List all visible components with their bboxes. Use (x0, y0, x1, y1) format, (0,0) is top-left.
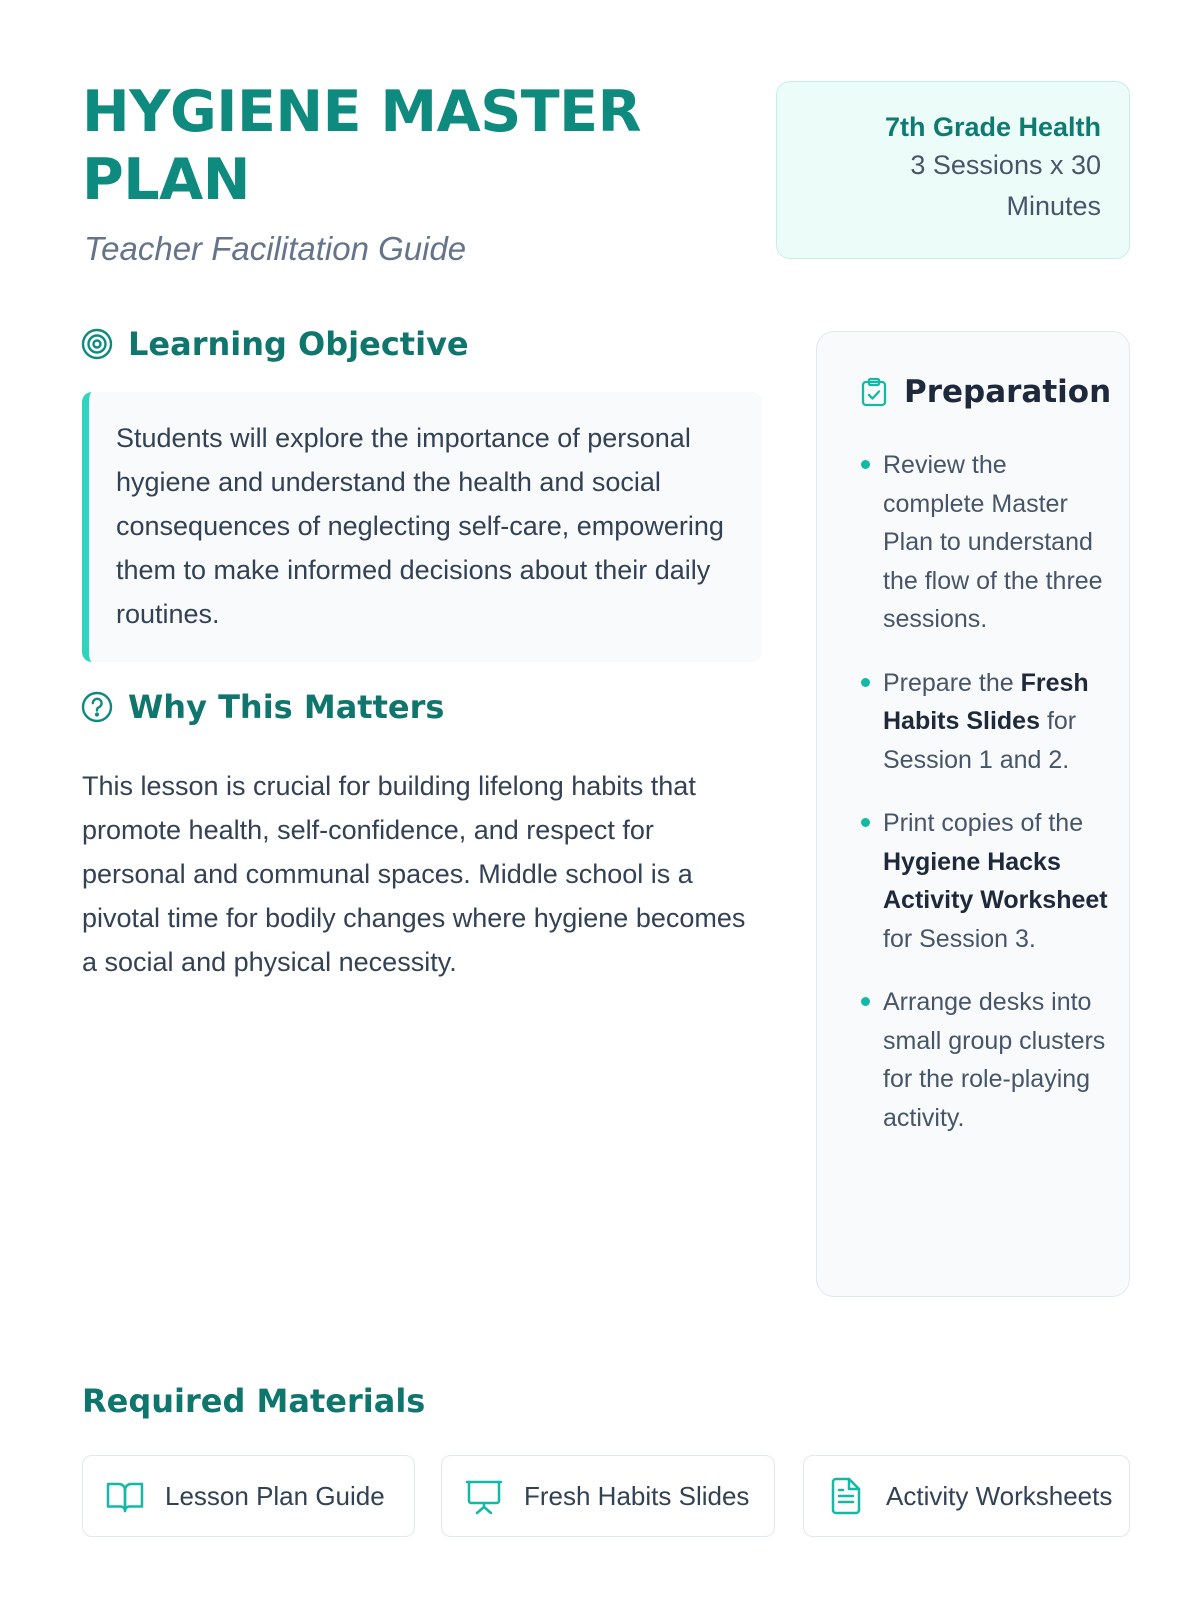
material-card-lesson-plan[interactable] (82, 1455, 415, 1537)
course-meta-box (776, 81, 1130, 259)
prep-item: Print copies of the Hygiene Hacks Activity Worksheet for Session 3. (883, 804, 1113, 958)
help-circle-icon (80, 690, 114, 724)
why-header (80, 688, 444, 726)
objective-header (80, 325, 469, 363)
page-subtitle: Teacher Facilitation Guide (84, 230, 467, 267)
preparation-header (860, 374, 1111, 410)
material-label: Activity Worksheets (886, 1480, 1113, 1511)
why-heading: Why This Matters (128, 688, 445, 726)
preparation-list (883, 446, 1113, 1162)
book-open-icon (105, 1476, 145, 1516)
clipboard-check-icon (860, 377, 888, 407)
prep-item: Prepare the Fresh Habits Slides for Session 1 and 2. (883, 664, 1113, 780)
file-text-icon (826, 1476, 866, 1516)
material-card-slides[interactable] (441, 1455, 775, 1537)
material-label: Lesson Plan Guide (165, 1480, 385, 1511)
why-paragraph: This lesson is crucial for building lifelong habits that promote health, self-confidence, and respect for personal and communal spaces. Middle school is a pivotal time for bodily changes where hygiene becomes a social and physical necessity. (82, 771, 746, 977)
material-card-worksheets[interactable] (803, 1455, 1130, 1537)
objective-callout: Students will explore the importance of personal hygiene and understand the health and social consequences of neglecting self-care, empowering them to make informed decisions about their daily routines. (82, 392, 762, 662)
objective-heading: Learning Objective (128, 325, 469, 363)
page-title: HYGIENE MASTER PLAN (82, 79, 641, 213)
grade-label: 7th Grade Health (884, 112, 1101, 142)
sessions-label: 3 Sessions x 30 Minutes (910, 150, 1101, 221)
prep-item: Review the complete Master Plan to understand the flow of the three sessions. (883, 446, 1113, 639)
material-label: Fresh Habits Slides (524, 1480, 750, 1511)
presentation-icon (464, 1476, 504, 1516)
preparation-panel (816, 331, 1130, 1297)
target-icon (80, 327, 114, 361)
materials-heading: Required Materials (82, 1382, 426, 1420)
prep-item: Arrange desks into small group clusters for the role-playing activity. (883, 983, 1113, 1137)
preparation-heading: Preparation (904, 374, 1112, 410)
